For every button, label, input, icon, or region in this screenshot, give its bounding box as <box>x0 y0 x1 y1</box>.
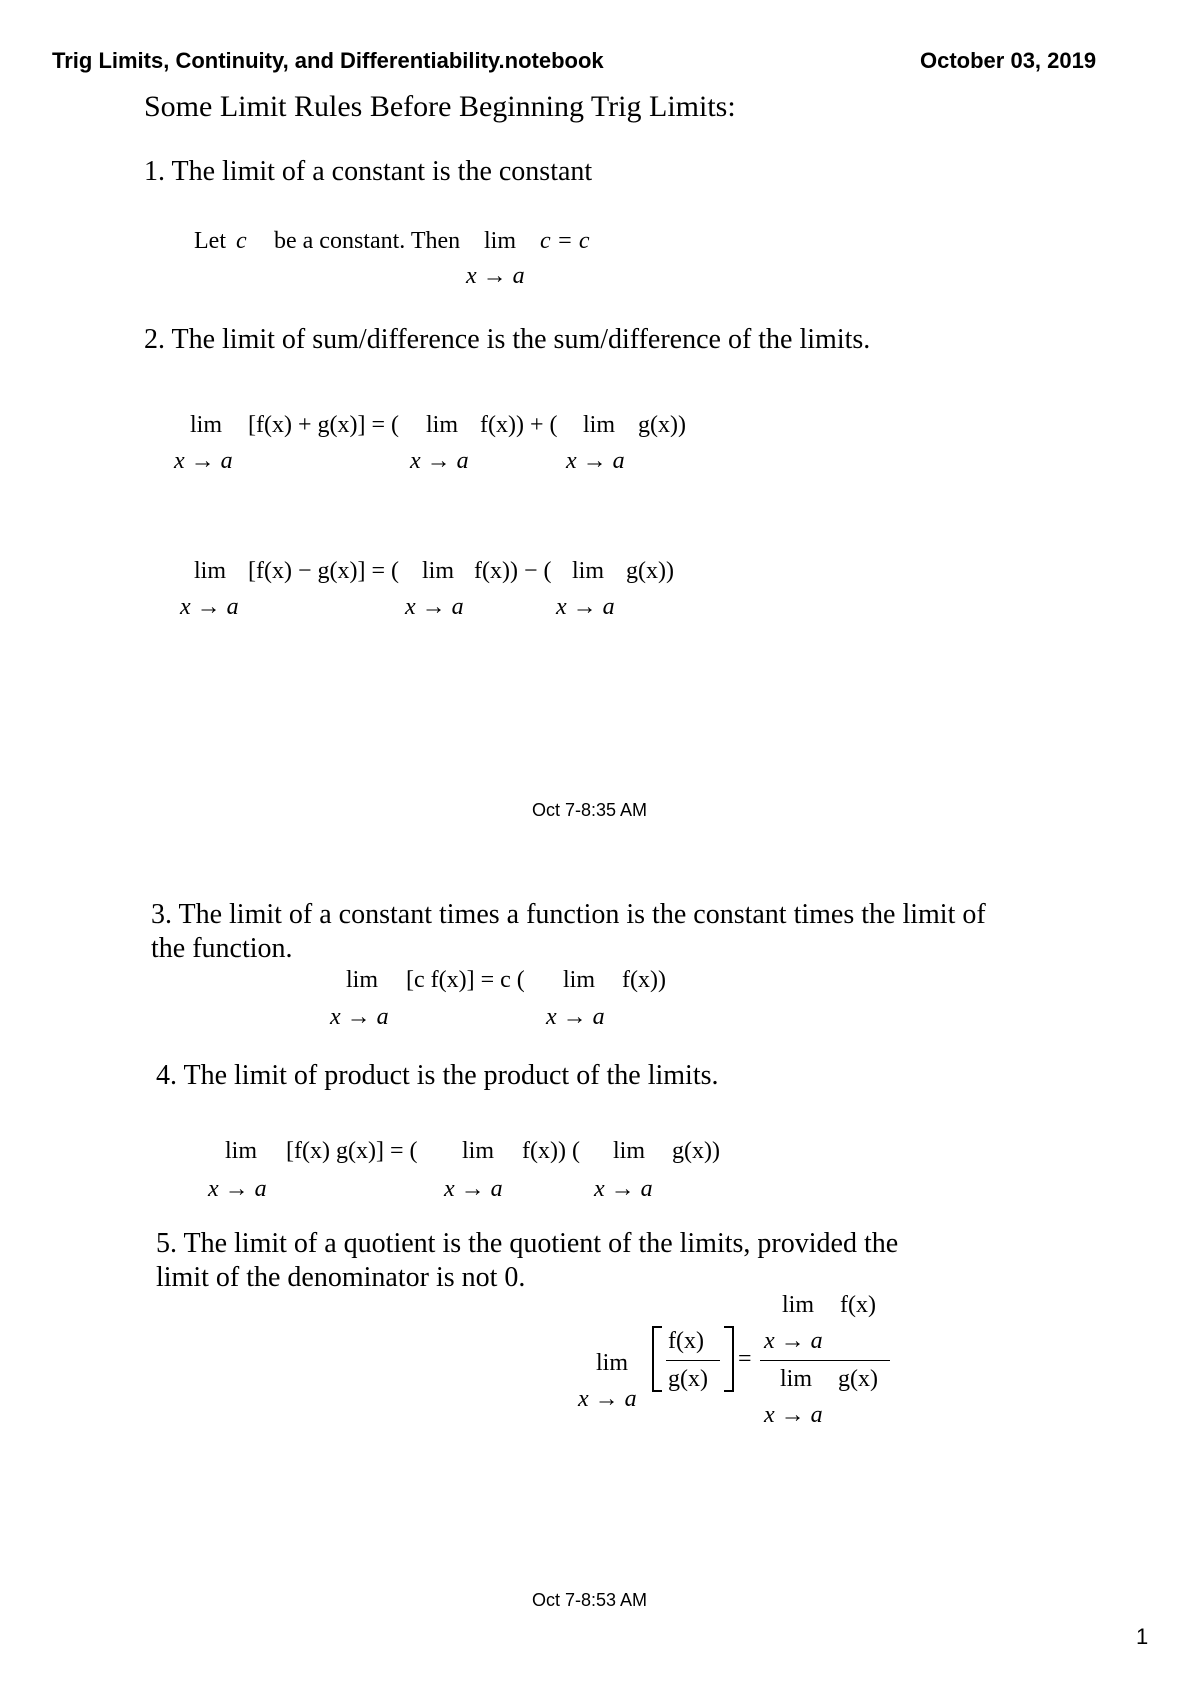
rule-2-diff-sub3: x → a <box>556 594 615 620</box>
rule-4-expr1: [f(x) g(x)] = ( <box>286 1138 418 1164</box>
rule-1-middle: be a constant. Then <box>274 228 461 254</box>
rule-3-lim1: lim <box>346 967 379 993</box>
rule-2-sum-sub3: x → a <box>566 448 625 474</box>
rule-2-diff-lim3: lim <box>572 558 605 584</box>
rule-5-frac-den: g(x) <box>668 1366 708 1392</box>
rule-1-text: 1. The limit of a constant is the constant <box>144 156 593 187</box>
rule-3-sub2: x → a <box>546 1004 605 1030</box>
rule-2-sum-expr1: [f(x) + g(x)] = ( <box>248 412 400 438</box>
rule-3-sub1: x → a <box>330 1004 389 1030</box>
rule-2-sum-lim3: lim <box>583 412 616 438</box>
rule-3-text-line2: the function. <box>151 933 293 964</box>
rule-2-sum-expr2: f(x)) + ( <box>480 412 558 438</box>
page-number: 1 <box>1136 1624 1149 1649</box>
rule-1-lim: lim <box>484 228 517 254</box>
rule-5-den-expr: g(x) <box>838 1366 878 1392</box>
rule-5-den-lim: lim <box>780 1366 813 1392</box>
rule-4-expr3: g(x)) <box>672 1138 720 1164</box>
rule-2-sum-lim2: lim <box>426 412 459 438</box>
rule-5-text-line1: 5. The limit of a quotient is the quotient of the limits, provided the <box>156 1228 899 1259</box>
rule-3-lim2: lim <box>563 967 596 993</box>
rule-4-lim2: lim <box>462 1138 495 1164</box>
notebook-title: Trig Limits, Continuity, and Differentiability.notebook <box>52 48 604 73</box>
rule-4-sub1: x → a <box>208 1176 267 1202</box>
page-1-timestamp: Oct 7-8:35 AM <box>532 800 648 820</box>
rule-4-lim3: lim <box>613 1138 646 1164</box>
rule-5-num-expr: f(x) <box>840 1292 876 1318</box>
rule-2-diff-expr3: g(x)) <box>626 558 674 584</box>
rule-2-text: 2. The limit of sum/difference is the sum/difference of the limits. <box>144 324 871 355</box>
rule-2-diff-sub1: x → a <box>180 594 239 620</box>
rule-5-main-frac-line <box>760 1360 890 1361</box>
rule-2-diff-expr2: f(x)) − ( <box>474 558 552 584</box>
rule-1-let: Let <box>194 228 226 254</box>
rule-2-sum-lim1: lim <box>190 412 223 438</box>
page-2-timestamp: Oct 7-8:53 AM <box>532 1590 648 1610</box>
rule-1-var-c: c <box>236 228 247 254</box>
rule-5-equals: = <box>738 1346 752 1372</box>
rule-2-diff-expr1: [f(x) − g(x)] = ( <box>248 558 400 584</box>
rule-1-sub: x → a <box>466 263 525 289</box>
rule-3-expr1: [c f(x)] = c ( <box>406 967 525 993</box>
rule-4-sub2: x → a <box>444 1176 503 1202</box>
rule-2-diff-lim2: lim <box>422 558 455 584</box>
rule-5-den-sub: x → a <box>764 1402 823 1428</box>
rule-2-sum-sub2: x → a <box>410 448 469 474</box>
rule-5-num-sub: x → a <box>764 1328 823 1354</box>
rule-5-right-bracket <box>724 1326 734 1392</box>
rule-2-sum-sub1: x → a <box>174 448 233 474</box>
rule-5-lim-left: lim <box>596 1350 629 1376</box>
rule-3-text-line1: 3. The limit of a constant times a function is the constant times the limit of <box>151 899 986 930</box>
rule-2-diff-sub2: x → a <box>405 594 464 620</box>
rule-5-text-line2: limit of the denominator is not 0. <box>156 1262 526 1293</box>
rule-4-sub3: x → a <box>594 1176 653 1202</box>
rule-3-expr2: f(x)) <box>622 967 666 993</box>
rule-2-diff-lim1: lim <box>194 558 227 584</box>
rule-5-num-lim: lim <box>782 1292 815 1318</box>
notebook-date: October 03, 2019 <box>920 48 1097 73</box>
rule-2-sum-expr3: g(x)) <box>638 412 686 438</box>
rule-1-rhs: c = c <box>540 228 590 254</box>
rule-5-left-bracket <box>652 1326 662 1392</box>
rule-4-expr2: f(x)) ( <box>522 1138 580 1164</box>
rule-5-frac-num: f(x) <box>668 1328 704 1354</box>
rule-4-lim1: lim <box>225 1138 258 1164</box>
rule-4-text: 4. The limit of product is the product of the limits. <box>156 1060 719 1091</box>
rule-5-frac-line <box>666 1360 720 1361</box>
rule-5-sub-left: x → a <box>578 1386 637 1412</box>
section-title: Some Limit Rules Before Beginning Trig Limits: <box>144 90 736 123</box>
